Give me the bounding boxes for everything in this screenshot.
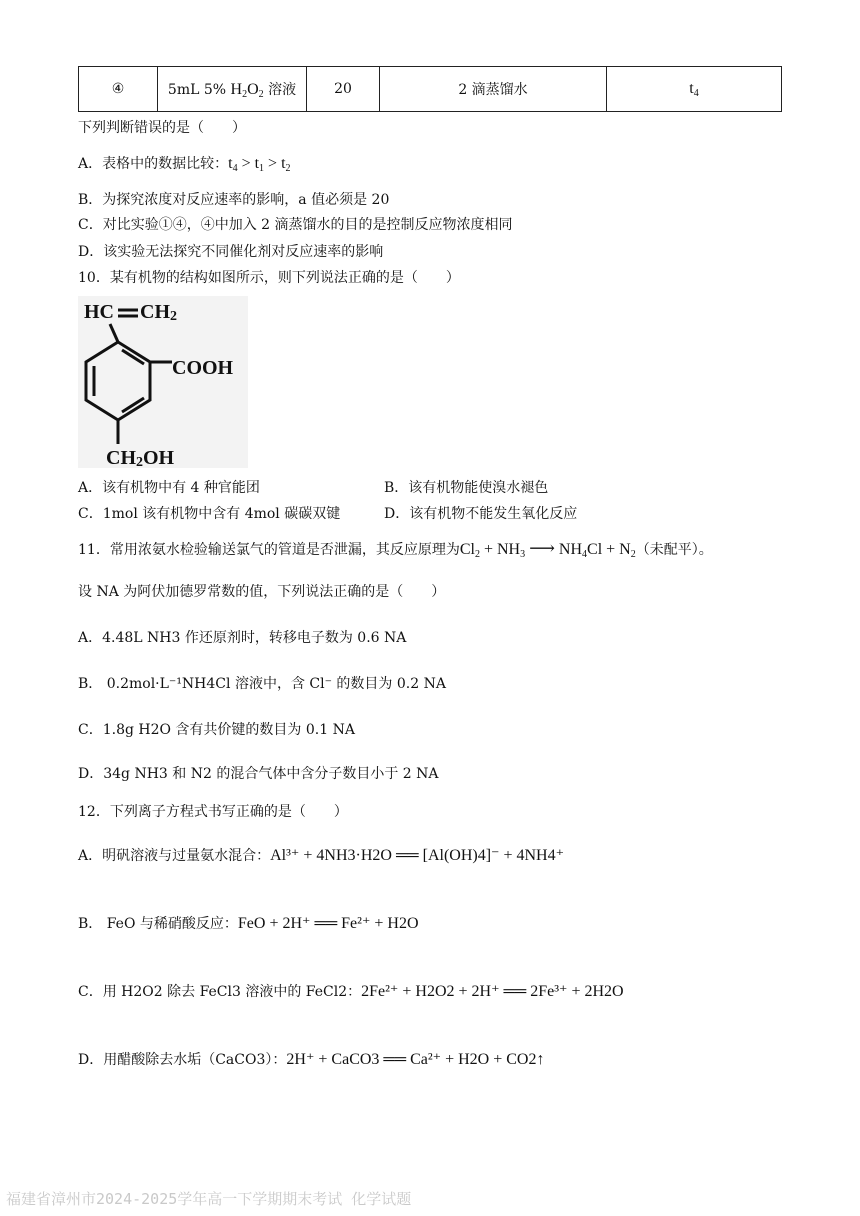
q12-stem: 12．下列离子方程式书写正确的是（ ） <box>78 804 348 820</box>
q12-option-d-equation: 2H⁺ + CaCO3 ══ Ca²⁺ + H2O + CO2↑ <box>286 1051 545 1068</box>
q12-option-d: D．用醋酸除去水垢（CaCO3）：2H⁺ + CaCO3 ══ Ca²⁺ + H2O + CO2↑ <box>78 1051 545 1068</box>
q9-option-c: C．对比实验①④，④中加入 2 滴蒸馏水的目的是控制反应物浓度相同 <box>78 217 513 233</box>
q12-option-c-equation: 2Fe²⁺ + H2O2 + 2H⁺ ══ 2Fe³⁺ + 2H2O <box>361 983 624 1000</box>
q9-option-a-math: $t_4 > t_1 > t_2$ <box>228 155 291 174</box>
q9-option-d: D．该实验无法探究不同催化剂对反应速率的影响 <box>78 244 384 260</box>
experiment-table <box>78 66 782 112</box>
vinyl-label-ch2: CH2 <box>140 301 177 324</box>
q12-option-b-equation: FeO + 2H⁺ ══ Fe²⁺ + H2O <box>237 915 419 932</box>
q12-option-b: B． FeO 与稀硝酸反应：FeO + 2H⁺ ══ Fe²⁺ + H2O <box>78 915 419 932</box>
q12-option-c: C．用 H2O2 除去 FeCl3 溶液中的 FeCl2：2Fe²⁺ + H2O2 + 2H⁺ ══ 2Fe³⁺ + 2H2O <box>78 983 624 1000</box>
table-cell-number: ④ <box>79 67 158 112</box>
table-cell-additive: 2 滴蒸馏水 <box>380 67 607 112</box>
q9-stem: 下列判断错误的是（ ） <box>78 120 246 136</box>
q12-option-a-equation: Al³⁺ + 4NH3·H2O ══ [Al(OH)4]⁻ + 4NH4⁺ <box>270 847 565 864</box>
table-cell-temperature: 20 <box>307 67 380 112</box>
q10-option-c: C．1mol 该有机物中含有 4mol 碳碳双键 <box>78 506 341 522</box>
reagent-suffix: 溶液 <box>268 81 297 98</box>
q11-option-a: A．4.48L NH3 作还原剂时，转移电子数为 0.6 NA <box>78 630 407 646</box>
q10-option-b: B．该有机物能使溴水褪色 <box>384 480 549 496</box>
hydroxymethyl-label: CH2OH <box>106 447 175 468</box>
molecule-diagram <box>78 296 248 468</box>
q11-option-b: B． 0.2mol·L⁻¹NH4Cl 溶液中，含 Cl⁻ 的数目为 0.2 NA <box>78 676 446 692</box>
carboxyl-label: COOH <box>172 357 234 379</box>
benzene-ring <box>86 342 150 420</box>
q11-reaction: $Cl_2 + NH_3$ ⟶ $NH_4Cl + N_2$ <box>459 538 636 560</box>
q9-option-a: A．表格中的数据比较：$t_4 > t_1 > t_2$ <box>78 155 291 174</box>
q10-stem: 10．某有机物的结构如图所示，则下列说法正确的是（ ） <box>78 270 460 286</box>
q9-option-b: B．为探究浓度对反应速率的影响，a 值必须是 20 <box>78 192 390 208</box>
q11-option-d: D．34g NH3 和 N2 的混合气体中含分子数目小于 2 NA <box>78 766 439 782</box>
q11-stem: 11．常用浓氨水检验输送氯气的管道是否泄漏，其反应原理为$Cl_2 + NH_3$ ⟶ $NH_4Cl + N_2$（未配平）。 <box>78 538 713 560</box>
q10-option-a: A．该有机物中有 4 种官能团 <box>78 480 260 496</box>
reagent-formula: $H_2O_2$ <box>230 80 264 100</box>
reagent-prefix: 5mL 5% <box>167 81 227 98</box>
q12-option-a: A．明矾溶液与过量氨水混合：Al³⁺ + 4NH3·H2O ══ [Al(OH)4]⁻ + 4NH4⁺ <box>78 847 565 864</box>
table-row <box>79 67 782 112</box>
vinyl-label-hc: HC <box>84 301 114 323</box>
table-cell-reagent <box>158 67 307 112</box>
table-cell-time: $t_4$ <box>607 67 782 112</box>
q11-option-c: C．1.8g H2O 含有共价键的数目为 0.1 NA <box>78 722 355 738</box>
footer-source: 福建省漳州市2024-2025学年高一下学期期末考试 化学试题 <box>6 1190 412 1208</box>
q11-line2: 设 NA 为阿伏加德罗常数的值，下列说法正确的是（ ） <box>78 584 446 600</box>
structure-image <box>78 296 248 468</box>
q10-option-d: D．该有机物不能发生氧化反应 <box>384 506 578 522</box>
